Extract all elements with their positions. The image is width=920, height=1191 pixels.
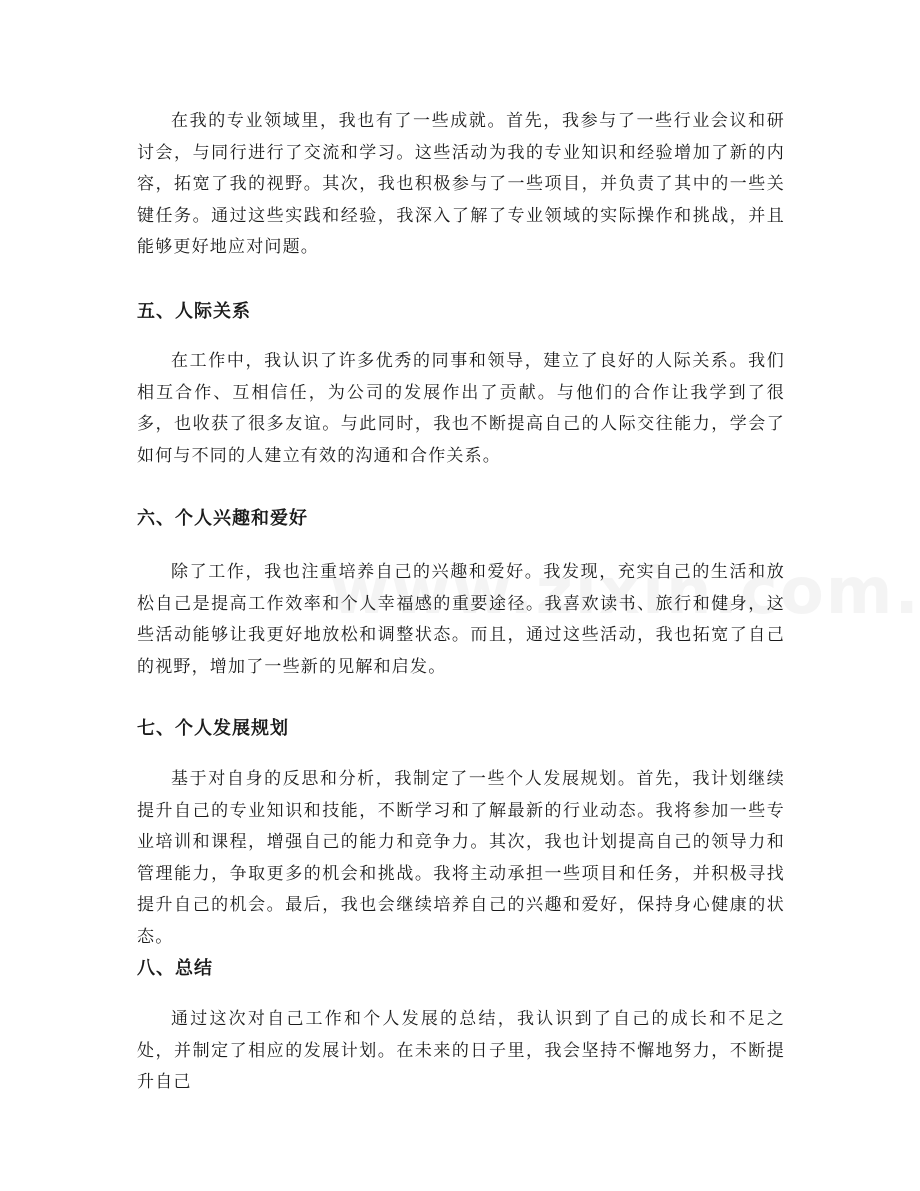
section-heading-interpersonal: 五、人际关系 xyxy=(137,301,251,322)
section-heading-hobbies: 六、个人兴趣和爱好 xyxy=(137,508,308,529)
section-heading-development-plan: 七、个人发展规划 xyxy=(137,718,289,739)
section-paragraph-hobbies: 除了工作，我也注重培养自己的兴趣和爱好。我发现，充实自己的生活和放松自己是提高工作效率和个人幸福感的重要途径。我喜欢读书、旅行和健身，这些活动能够让我更好地放松和调整状态。而且，通过这些活动，我也拓宽了自己的视野，增加了一些新的见解和启发。 xyxy=(137,562,785,677)
section-paragraph-interpersonal: 在工作中，我认识了许多优秀的同事和领导，建立了良好的人际关系。我们相互合作、互相信任，为公司的发展作出了贡献。与他们的合作让我学到了很多，也收获了很多友谊。与此同时，我也不断提高自己的人际交往能力，学会了如何与不同的人建立有效的沟通和合作关系。 xyxy=(137,351,785,466)
intro-paragraph: 在我的专业领域里，我也有了一些成就。首先，我参与了一些行业会议和研讨会，与同行进行了交流和学习。这些活动为我的专业知识和经验增加了新的内容，拓宽了我的视野。其次，我也积极参与了一些项目，并负责了其中的一些关键任务。通过这些实践和经验，我深入了解了专业领域的实际操作和挑战，并且能够更好地应对问题。 xyxy=(137,111,785,257)
section-paragraph-summary: 通过这次对自己工作和个人发展的总结，我认识到了自己的成长和不足之处，并制定了相应的发展计划。在未来的日子里，我会坚持不懈地努力，不断提升自己 xyxy=(137,1009,785,1092)
section-paragraph-development-plan: 基于对自身的反思和分析，我制定了一些个人发展规划。首先，我计划继续提升自己的专业知识和技能，不断学习和了解最新的行业动态。我将参加一些专业培训和课程，增强自己的能力和竞争力。其次，我也计划提高自己的领导力和管理能力，争取更多的机会和挑战。我将主动承担一些项目和任务，并积极寻找提升自己的机会。最后，我也会继续培养自己的兴趣和爱好，保持身心健康的状态。 xyxy=(137,769,785,947)
section-heading-summary: 八、总结 xyxy=(137,958,213,979)
